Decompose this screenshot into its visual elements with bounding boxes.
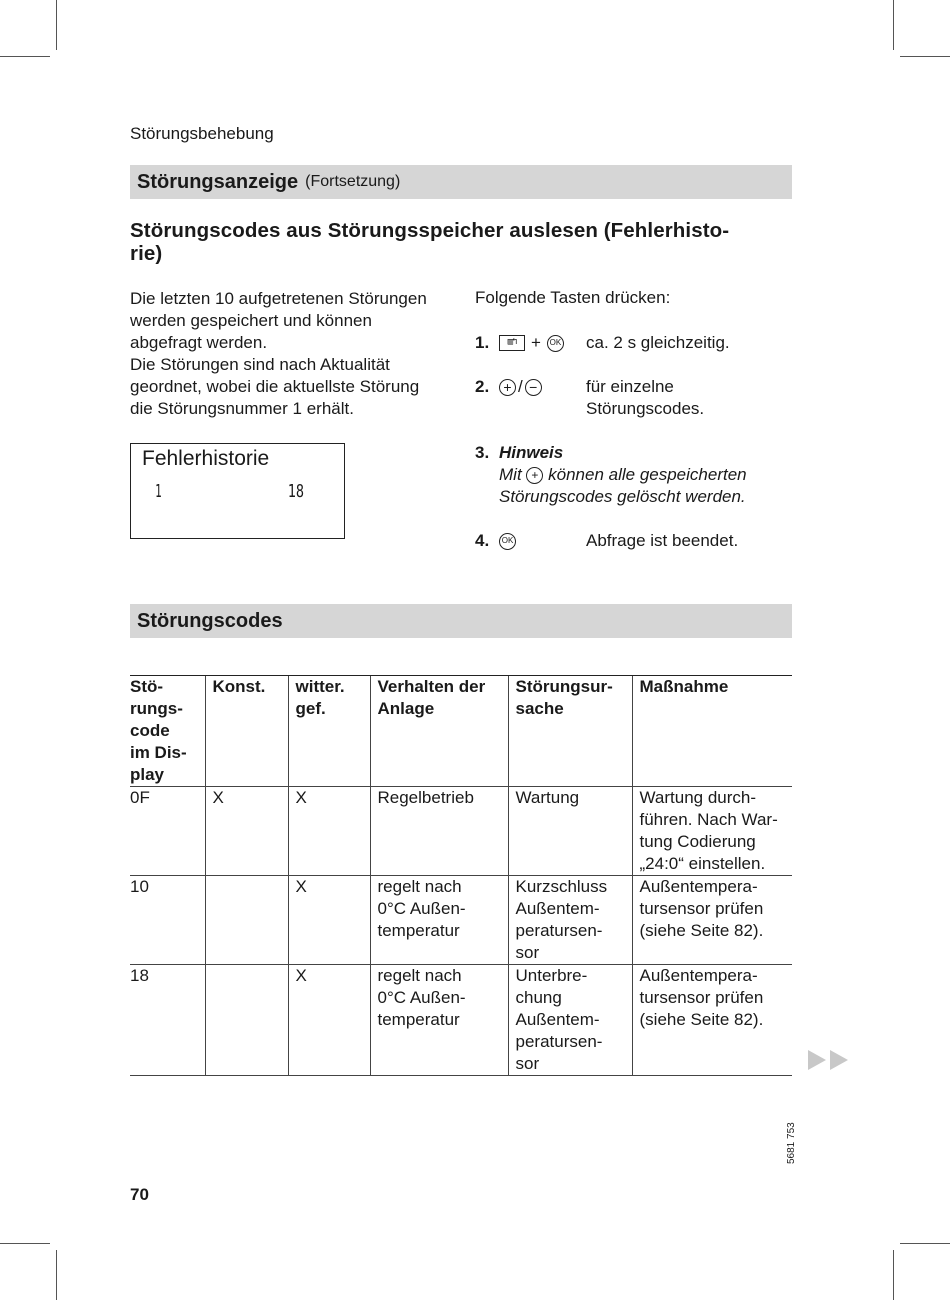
bar-subtitle: (Fortsetzung) xyxy=(305,173,401,190)
table-cell: Außentempera- tursensor prüfen (siehe Seite 82). xyxy=(632,876,792,965)
ok-key-icon: OK xyxy=(547,335,564,352)
header-cell: Stö- rungs- code im Dis- play xyxy=(130,676,205,787)
table-header-row xyxy=(130,676,792,787)
plus-key-icon: + xyxy=(526,467,543,484)
crop-mark xyxy=(900,56,950,57)
step-1 xyxy=(475,332,795,354)
table-cell: 18 xyxy=(130,965,205,1076)
display-title: Fehlerhistorie xyxy=(142,447,270,470)
display-index: 1 xyxy=(155,481,162,502)
bar-title: Störungsanzeige xyxy=(137,170,299,193)
step-keys xyxy=(499,332,564,354)
plus-sign: + xyxy=(531,333,541,352)
hint-title: Hinweis xyxy=(499,443,564,462)
subsection-heading xyxy=(130,219,795,265)
intro-paragraph-1: Die letzten 10 aufgetretenen Störungen werden gespeichert und können abgefragt werden. xyxy=(130,289,427,352)
table-cell: Außentempera- tursensor prüfen (siehe Seite 82). xyxy=(632,965,792,1076)
table-cell xyxy=(205,965,288,1076)
table-cell: Wartung durch- führen. Nach War- tung Codierung „24:0“ einstellen. xyxy=(632,787,792,876)
document-number: 5681 753 xyxy=(786,1122,797,1164)
table-cell: Wartung xyxy=(508,787,632,876)
crop-mark xyxy=(0,56,50,57)
table-cell: X xyxy=(288,876,370,965)
step-number: 1. xyxy=(475,333,490,352)
header-cell: Konst. xyxy=(205,676,288,787)
minus-key-icon: − xyxy=(525,379,542,396)
error-code-table xyxy=(130,675,792,1076)
table-cell xyxy=(205,876,288,965)
header-cell: Maßnahme xyxy=(632,676,792,787)
table-cell: Regelbetrieb xyxy=(370,787,508,876)
step-number: 3. xyxy=(475,443,490,462)
heading-line-1: Störungscodes aus Störungsspeicher auslesen (Fehlerhisto- xyxy=(130,219,730,242)
bar-title: Störungscodes xyxy=(137,609,283,632)
crop-mark xyxy=(893,0,894,50)
crop-mark xyxy=(893,1250,894,1300)
table-row xyxy=(130,965,792,1076)
table-cell: regelt nach 0°C Außen- temperatur xyxy=(370,876,508,965)
step-number: 2. xyxy=(475,377,490,396)
crop-mark xyxy=(0,1243,50,1244)
header-cell: Störungsur- sache xyxy=(508,676,632,787)
table-row xyxy=(130,787,792,876)
table-cell: 0F xyxy=(130,787,205,876)
table-cell: 10 xyxy=(130,876,205,965)
menu-back-key-icon: ▥↰ xyxy=(499,335,525,351)
table-cell: X xyxy=(288,965,370,1076)
crop-mark xyxy=(900,1243,950,1244)
table-cell: Unterbre- chung Außentem- peratursen- sor xyxy=(508,965,632,1076)
slash: / xyxy=(518,377,523,396)
header-cell: Verhalten der Anlage xyxy=(370,676,508,787)
step-description: für einzelne Störungscodes. xyxy=(586,377,705,418)
hint-text: können alle gespeicherten Störungscodes gelöscht werden. xyxy=(499,465,747,506)
ok-key-icon: OK xyxy=(499,533,516,550)
hint-mit: Mit xyxy=(499,465,522,484)
display-code: 18 xyxy=(287,481,304,502)
step-keys xyxy=(499,376,542,398)
step-4 xyxy=(475,530,795,552)
intro-text xyxy=(130,288,445,420)
step-description: ca. 2 s gleichzeitig. xyxy=(586,333,730,352)
page-number: 70 xyxy=(130,1185,149,1204)
header-cell: witter. gef. xyxy=(288,676,370,787)
section-bar-stoerungscodes xyxy=(130,604,792,638)
table-row xyxy=(130,876,792,965)
hint-note xyxy=(499,442,799,508)
intro-paragraph-2: Die Störungen sind nach Aktualität geordnet, wobei die aktuellste Störung die Störungsnummer 1 erhält. xyxy=(130,355,420,418)
table-cell: X xyxy=(288,787,370,876)
display-screen xyxy=(130,443,345,539)
section-bar-stoerungsanzeige xyxy=(130,165,792,199)
plus-key-icon: + xyxy=(499,379,516,396)
step-description: Abfrage ist beendet. xyxy=(586,531,739,550)
hint-body xyxy=(499,464,799,508)
section-label: Störungsbehebung xyxy=(130,124,274,143)
heading-line-2: rie) xyxy=(130,242,163,265)
continue-arrows-icon xyxy=(806,1048,852,1072)
step-number: 4. xyxy=(475,531,490,550)
step-keys xyxy=(499,530,516,552)
crop-mark xyxy=(56,0,57,50)
table-cell: Kurzschluss Außentem- peratursen- sor xyxy=(508,876,632,965)
table-cell: X xyxy=(205,787,288,876)
instructions-intro: Folgende Tasten drücken: xyxy=(475,288,671,307)
step-3 xyxy=(475,442,795,508)
crop-mark xyxy=(56,1250,57,1300)
step-2 xyxy=(475,376,795,420)
table-cell: regelt nach 0°C Außen- temperatur xyxy=(370,965,508,1076)
